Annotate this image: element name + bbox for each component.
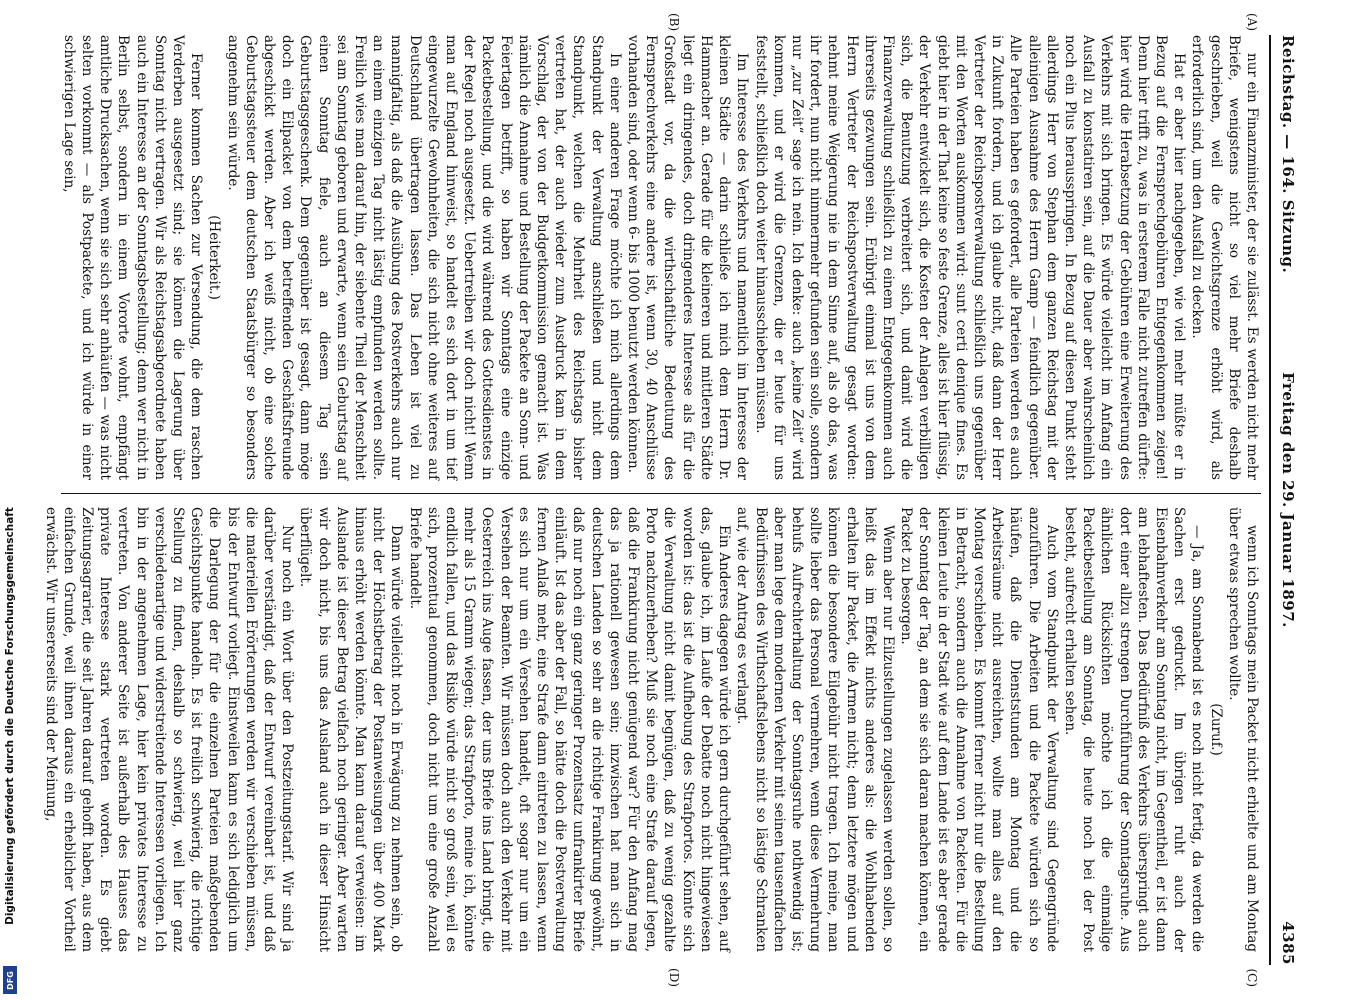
paragraph: Dann würde vielleicht noch in Erwägung zu nehmen sein, ob nicht der Höchstbetrag der Postanweisungen über 400 Mark hinaus erhöht werden könnte. Man kann darauf verweisen: im Auslande ist dieser Betrag vielfach noch geringer. Aber warten wir doch nicht, bis uns das Ausland auch in dieser Hinsicht überflügelt. bbox=[297, 507, 405, 952]
paragraph: Hat er aber hier nachgegeben, wie viel mehr müßte er in Bezug auf die Fernsprechgebühren Entgegenkommen zeigen! Denn hier trifft zu, was in ersterem Falle nicht zutreffen dürfte: hier wird die Herabsetzung der Gebühren eine Erweiterung des Verkehrs mit sich bringen. Es würde vielleicht im Anfang ein Ausfall zu konstatiren sein, auf die Dauer aber wahrscheinlich noch ein Plus herausspringen. In Bezug auf diesen Punkt steht allerdings Herr von Stephan dem ganzen Reichstag mit der alleinigen Ausnahme des Herrn Gamp — feindlich gegenüber. Alle Parteien haben es gefordert, alle Parteien werden es auch in Zukunft fordern, und ich glaube nicht, daß dann der Herr Vertreter der Reichspostverwaltung schließlich uns gegenüber mit den Worten auskommen wird: sunt certi denique fines. Es giebt hier in der That keine so feste Grenze, alles ist hier flüssig, der Verkehr entwickelt sich, die Kosten der Anlagen verbilligen sich, die Benutzung verbreitert sich, und damit wird die Finanzverwaltung schließlich zu einem Entgegenkommen auch ihrerseits gezwungen sein. Erübrigt einmal ist uns von dem Herrn Vertreter der Reichspostverwaltung gesagt worden: nehmt meine Weigerung nie in dem Sinne auf, als ob das, was ihr fordert, nun nicht nimmermehr gefunden sein solle, sondern nur „zur Zeit“ sage ich nein. Ich denke: auch „keine Zeit“ wird kommen, und er wird die Grenzen, die er heute für uns feststellt, schließlich doch weiter hinausschieben müssen. bbox=[752, 35, 1188, 480]
paragraph: Im Interesse des Verkehrs und namentlich im Interesse der kleinen Städte — darin schließe ich mich dem Herrn Dr. Hammacher an. Gerade für die kleineren und mittleren Städte liegt ein dringendes, doch dringenderes Interesse als für die Großstadt vor, da die wirthschaftliche Bedeutung des Fernsprechverkehrs eine andere ist, wenn 30, 40 Anschlüsse vorhanden sind, oder wenn 6- bis 1000 benutzt werden können. bbox=[625, 35, 751, 480]
digitization-credit-text: Digitalisierung gefördert durch die Deutsche Forschungsgemeinschaft bbox=[4, 507, 16, 925]
paragraph: — Ja, am Sonnabend ist es noch nicht fertig, da werden die Sachen erst gedruckt. Im übrigen ruht auch der Eisenbahnverkehr am Sonntag nicht, im Gegentheil, er ist dann am lebhaftesten. Das Bedürfniß des Verkehrs überspringt auch dort einer allzu strengen Durchführung der Sonntagsruhe. Aus ähnlichen Rücksichten möchte ich die einmalige Packetbestellung am Sonntag, die heute noch bei der Post besteht, aufrecht erhalten sehen. bbox=[1061, 507, 1206, 952]
header-center: Freitag den 29. Januar 1897. bbox=[1279, 372, 1297, 628]
paragraph: In einer anderen Frage möchte ich mich allerdings dem Standpunkt der Verwaltung anschließen und nicht dem Standpunkt, welchen die Mehrheit des Reichstags bisher vertreten hat, der auch wieder zum Ausdruck kam in dem Vorschlag, der von der Budgetkommission gemacht ist. Was nämlich die Annahme und Bestellung der Packete an Sonn- und Feiertagen betrifft, so haben wir Sonntags eine einzige Packetbestellung, und die wird während des Gottesdienstes in der Regel noch ausgesetzt. Uebertreiben wir doch nicht! Wenn man auf England hinweist, so handelt es sich dort in um tief eingewurzelte Gewohnheiten, die sich nicht ohne weiteres auf Deutschland übertragen lassen. Das Leben ist viel zu mannigfaltig, als daß die Ausübung des Postverkehrs auch nur an einem einzigen Tag nicht lästig empfunden werden sollte. Freilich wies man darauf hin, der siebente Theil der Menschheit sei am Sonntag geboren und erwarte, wenn sein Geburtstag auf einen Sonntag fiele, auch an diesem Tag sein Geburtstagsgeschenk. Dem gegenüber ist gesagt, dann möge doch ein Eilpacket von dem betreffenden Geschäftsfreunde abgeschickt werden. Aber ich weiß nicht, ob eine solche Geburtstagssteuer dem deutschen Staatsbürger so besonders angenehm sein würde. bbox=[224, 35, 623, 480]
paragraph: Ferner kommen Sachen zur Versendung, die dem raschen Verderben ausgesetzt sind; sie können die Lagerung über Sonntag nicht vertragen. Wir als Reichstagsabgeordnete haben auch ein Interesse an der Sonntagsbestellung; denn wer nicht in Berlin selbst, sondern in einem Vororte wohnt, empfängt amtliche Drucksachen, wenn sie sich sehr anhäufen — was nicht selten vorkommt — als Postpackete, und ich würde in einer schwierigen Lage sein, bbox=[60, 35, 205, 480]
margin-marker-a: (A) bbox=[1245, 13, 1259, 32]
page-number: 4385 bbox=[1279, 921, 1297, 965]
digitization-credit bbox=[2, 440, 18, 992]
dfg-logo-text: DFG bbox=[5, 970, 15, 990]
paragraph: Auch vom Standpunkt der Verwaltung sind Gegengründe anzuführen. Die Arbeiten und die Packete würden sich so häufen, daß die Dienststunden am Montag und die Arbeitsräume nicht ausreichten, wollte man alles auf den Montag verschieben. Es kommt ferner nicht nur die Bestellung in Betracht, sondern auch die Annahme von Packeten. Für die kleinen Leute in der Stadt wie auf dem Lande ist es aber gerade der Sonntag der Tag, an dem sie sich daran machen können, ein Packet zu besorgen. bbox=[898, 507, 1060, 952]
dfg-logo-icon bbox=[3, 966, 17, 994]
rotated-page-content bbox=[42, 13, 1301, 987]
paragraph: Wenn aber nur Eilzustellungen zugelassen werden sollen, so heißt das im Effekt nichts anderes als: die Wohlhabenden erhalten ihr Packet, die Armen nicht; denn letztere mögen und können die besondere Eilgebühr nicht tragen. Ich meine, man sollte lieber das Personal vermehren, wenn diese Vermehrung behufs Aufrechterhaltung der Sonntagsruhe nothwendig ist; aber man lege dem modernen Verkehr mit seinen tausendfachen Bedürfnissen des Wirthschaftslebens nicht so lästige Schranken auf, wie der Antrag es verlangt. bbox=[734, 507, 896, 952]
margin-marker-b: (B) bbox=[667, 13, 681, 32]
text-column-left bbox=[61, 35, 1261, 480]
stage-direction: (Heiterkeit.) bbox=[206, 215, 223, 300]
paragraph: wenn ich Sonntags mein Packet nicht erhielte und am Montag über etwas sprechen wollte. bbox=[1225, 507, 1260, 952]
paragraph: Nur noch ein Wort über den Postzeitungstarif. Wir sind ja darüber verständigt, daß der Entwurf vereinbart ist, und daß die materiellen Erörterungen werden wir verschieben müssen, bis der Entwurf vorliegt. Einstweilen kann es sich lediglich um die Darlegung der für die einzelnen Parteien maßgebenden Gesichtspunkte handeln. Es ist freilich schwierig, die richtige Stellung zu finden, deshalb so schwierig, weil hier ganz verschiedenartige und widerstreitende Interessen vorliegen. Ich bin in der angenehmen Lage, hier kein privates Interesse zu vertreten. Von anderer Seite ist außerhalb des Hauses das private Interesse stark vertreten worden. Es giebt Zeitungsagrarier, die seit Jahren darauf gehofft haben, aus dem einfachen Grunde, weil ihnen daraus ein erheblicher Vortheil erwächst. Wir unsererseits sind der Meinung, bbox=[42, 507, 296, 952]
header-left: Reichstag. — 164. Sitzung. bbox=[1279, 35, 1297, 274]
paragraph: Ein Anderes dagegen würde ich gern durchgeführt sehen, auf das, glaube ich, im Laufe der Debatte noch nicht hingewiesen worden ist: das ist die Aufhebung des Strafportos. Könnte sich die Verwaltung nicht damit begnügen, daß zu wenig gezahlte Porto nachzuerheben? Muß sie noch eine Strafe darauf legen, daß die Frankirung nicht genügend war? Für den Anfang mag das ja rationell gewesen sein; inzwischen hat man sich in deutschen Landen so sehr an die richtige Frankirung gewöhnt, daß nur noch ein ganz geringer Prozentsatz unfrankirter Briefe einläuft. Ist das aber der Fall, so hätte doch die Postverwaltung fernen Anlaß mehr, eine Strafe dann eintreten zu lassen, wenn es sich nur um ein Versehen handelt, oft sogar nur um ein Versehen der Beamten. Wir müssen doch auch den Verkehr mit Oesterreich ins Auge fassen, der uns Briefe ins Land bringt, die mehr als 15 Gramm wiegen; das Strafporto, meine ich, könnte endlich fallen, und das Risiko würde nicht so groß sein, weil es sich, prozentual genommen, doch nicht um eine große Anzahl Briefe handelt. bbox=[406, 507, 733, 952]
stage-direction: (Zuruf.) bbox=[1207, 703, 1224, 756]
page-header bbox=[1271, 35, 1301, 965]
text-column-right bbox=[42, 507, 1261, 952]
header-rule bbox=[1269, 35, 1271, 965]
margin-marker-c: (C) bbox=[1245, 968, 1259, 987]
column-divider bbox=[61, 493, 1261, 494]
paragraph: nur ein Finanzminister, der sie zulässt. Es werden nicht mehr Briefe, wenigstens nicht so viel mehr Briefe deshalb geschrieben, weil die Gewichtsgrenze erhöht wird, als erforderlich sind, um den Ausfall zu decken. bbox=[1189, 35, 1260, 480]
margin-marker-d: (D) bbox=[667, 968, 681, 987]
